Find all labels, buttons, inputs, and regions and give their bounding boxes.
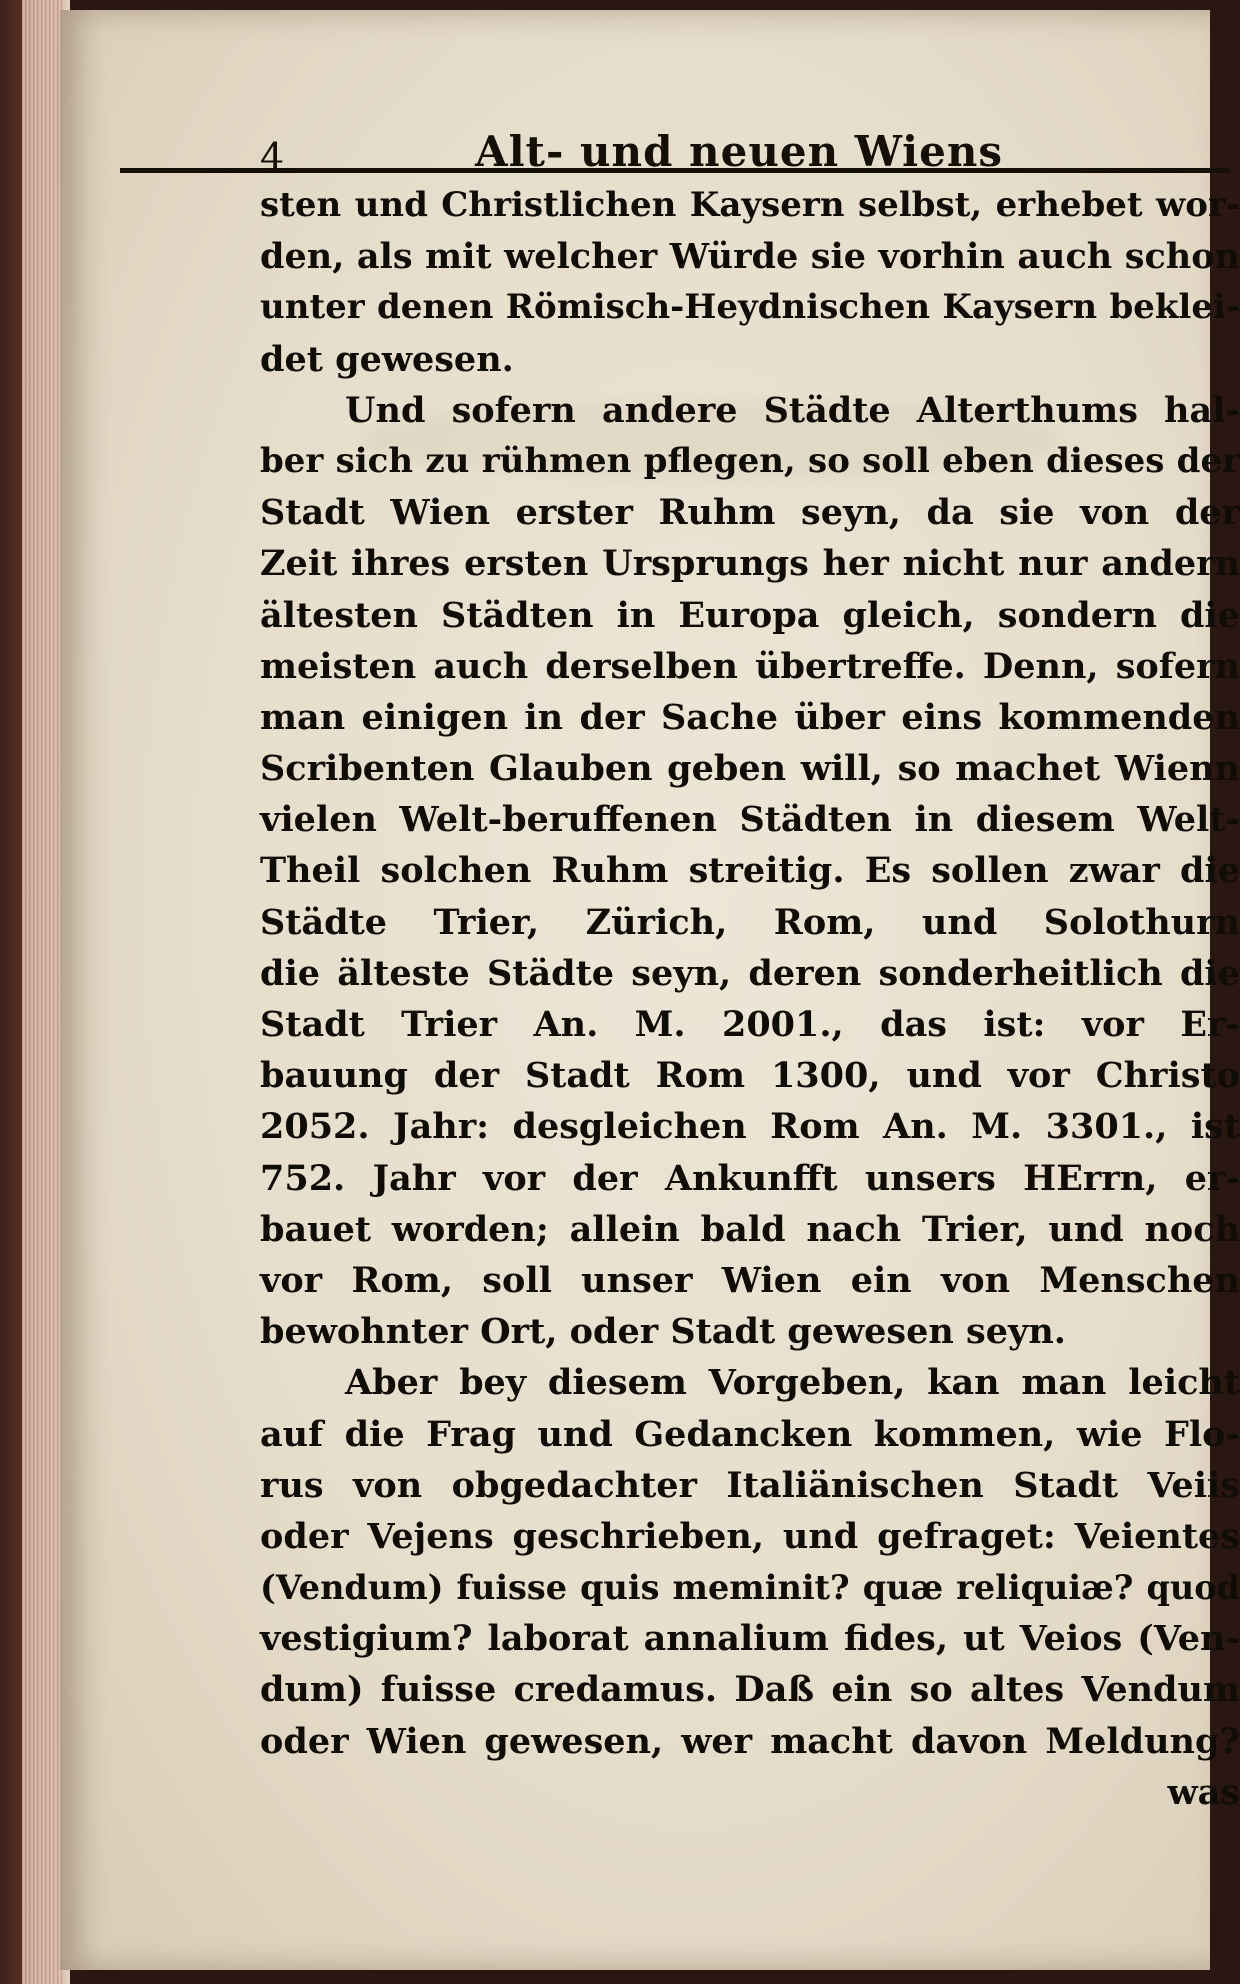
- text-line: ältesten Städten in Europa gleich, sondern die: [260, 594, 1240, 636]
- text-line: Theil solchen Ruhm streitig. Es sollen zwar die: [260, 850, 1240, 892]
- page-stack-edges: [22, 0, 62, 1984]
- text-line: Aber bey diesem Vorgeben, kan man leicht: [345, 1362, 1240, 1404]
- text-line: 2052. Jahr: desgleichen Rom An. M. 3301., ist: [260, 1106, 1240, 1148]
- text-line: Und sofern andere Städte Alterthums hal-: [345, 389, 1240, 431]
- text-line: den, als mit welcher Würde sie vorhin auch schon: [260, 236, 1240, 278]
- text-line: Städte Trier, Zürich, Rom, und Solothurn: [260, 901, 1240, 943]
- running-head: Alt- und neuen Wiens: [475, 127, 1004, 176]
- paragraph: [260, 180, 1240, 385]
- text-line: ber sich zu rühmen pflegen, so soll eben dieses der: [260, 440, 1240, 481]
- text-line: bewohnter Ort, oder Stadt gewesen seyn.: [260, 1311, 1066, 1353]
- page-header: [200, 115, 1230, 179]
- body-text: [260, 180, 1240, 1818]
- text-line: (Vendum) fuisse quis meminit? quæ reliquiæ? quod: [260, 1568, 1240, 1608]
- catchword: was: [1167, 1771, 1240, 1813]
- text-line: dum) fuisse credamus. Daß ein so altes Vendum: [260, 1669, 1240, 1711]
- text-line: man einigen in der Sache über eins kommenden: [260, 696, 1240, 738]
- text-line: bauung der Stadt Rom 1300, und vor Christo: [260, 1055, 1240, 1097]
- text-line: auf die Frag und Gedancken kommen, wie Flo-: [260, 1413, 1240, 1455]
- text-line: vestigium? laborat annalium fides, ut Veios (Ven-: [260, 1618, 1240, 1660]
- paragraph: [260, 385, 1240, 1358]
- text-line: die älteste Städte seyn, deren sonderheitlich die: [260, 952, 1240, 994]
- text-line: 752. Jahr vor der Ankunfft unsers HErrn, er-: [260, 1157, 1240, 1199]
- text-line: vor Rom, soll unser Wien ein von Menschen: [260, 1259, 1240, 1301]
- text-line: Stadt Trier An. M. 2001., das ist: vor Er-: [260, 1004, 1240, 1045]
- text-line: meisten auch derselben übertreffe. Denn, sofern: [260, 645, 1240, 687]
- text-line: Stadt Wien erster Ruhm seyn, da sie von der: [260, 492, 1240, 534]
- text-line: det gewesen.: [260, 338, 514, 380]
- header-rule: [120, 168, 1230, 173]
- book-page: [60, 10, 1240, 1970]
- text-line: oder Wien gewesen, wer macht davon Meldung?: [260, 1720, 1240, 1762]
- page-number: 4: [260, 135, 285, 179]
- text-line: Scribenten Glauben geben will, so machet Wienn: [260, 748, 1240, 790]
- text-line: oder Vejens geschrieben, und gefraget: Veientes: [260, 1515, 1240, 1557]
- text-line: Zeit ihres ersten Ursprungs her nicht nur andern: [260, 543, 1240, 585]
- text-line: rus von obgedachter Italiänischen Stadt Veiis: [260, 1464, 1240, 1506]
- text-line: unter denen Römisch-Heydnischen Kaysern beklei-: [260, 287, 1240, 328]
- text-line: vielen Welt-beruffenen Städten in diesem Welt-: [260, 799, 1240, 841]
- paragraph: [260, 1357, 1240, 1767]
- text-line: sten und Christlichen Kaysern selbst, erhebet wor-: [260, 185, 1240, 225]
- text-line: bauet worden; allein bald nach Trier, und noch: [260, 1208, 1240, 1250]
